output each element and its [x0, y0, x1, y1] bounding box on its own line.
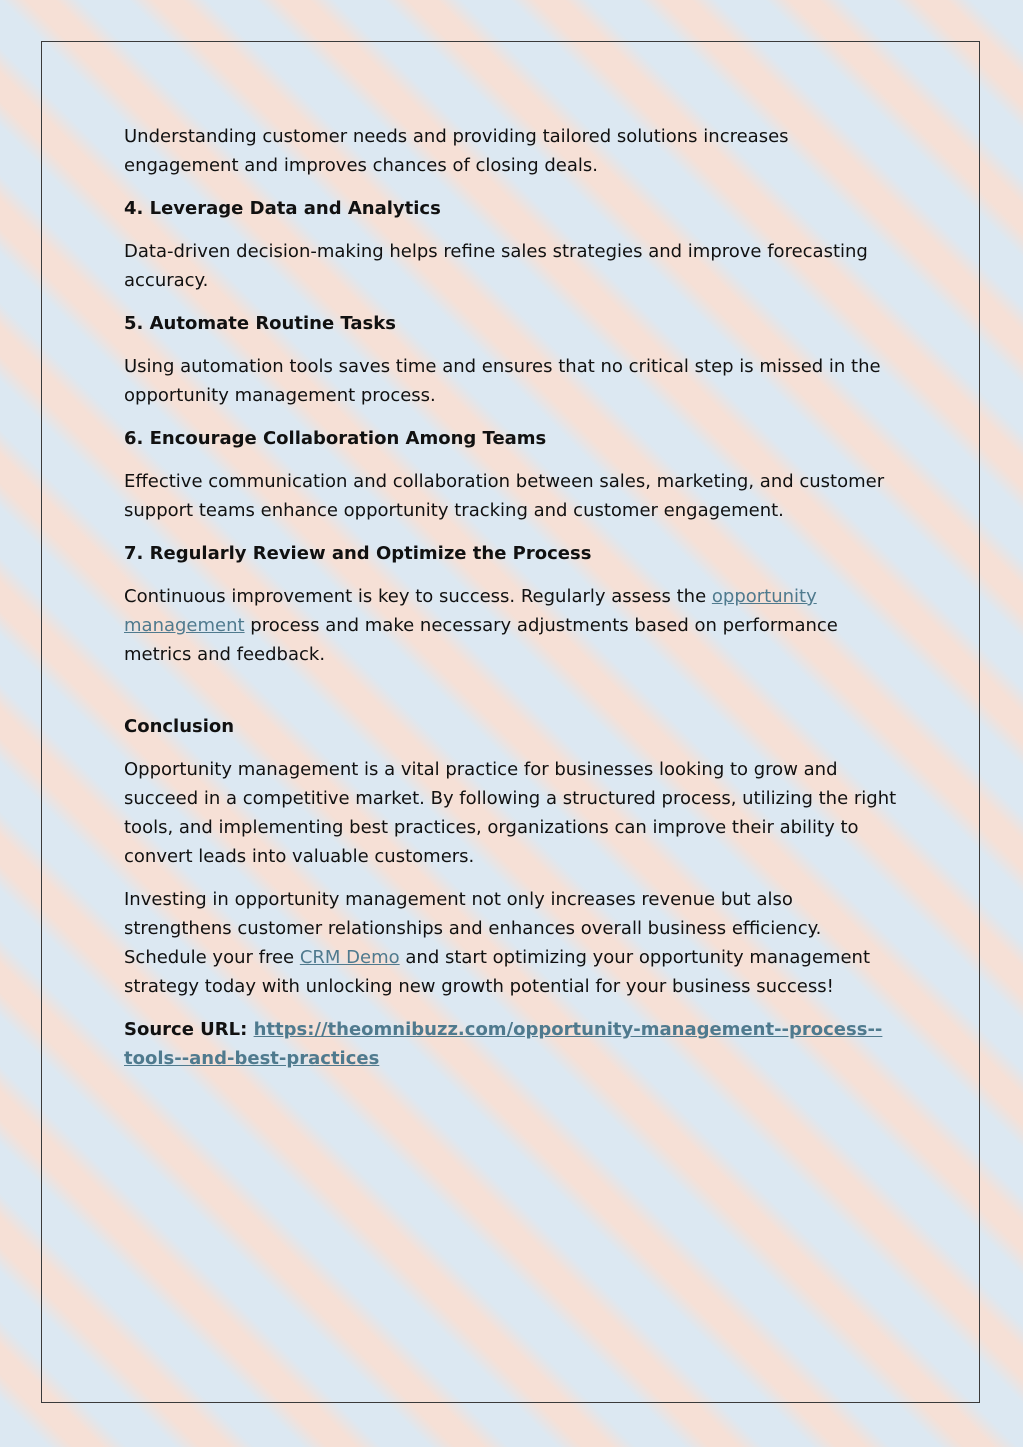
paragraph-conclusion-2 — [124, 885, 900, 1001]
crm-demo-link[interactable]: CRM Demo — [299, 947, 400, 968]
heading-automate-tasks: 5. Automate Routine Tasks — [124, 313, 396, 334]
heading-collaboration: 6. Encourage Collaboration Among Teams — [124, 428, 547, 449]
source-label: Source URL: — [124, 1019, 254, 1040]
paragraph-automate-tasks: Using automation tools saves time and ensures that no critical step is missed in the opportunity management process. — [124, 356, 881, 406]
conclusion-text-after: and start optimizing your opportunity management strategy today with unlocking new growth potential for your business success! — [124, 947, 871, 997]
paragraph-review-optimize — [124, 582, 900, 669]
review-text-before: Continuous improvement is key to success. Regularly assess the — [124, 586, 712, 607]
paragraph-conclusion-1: Opportunity management is a vital practice for businesses looking to grow and succeed in a competitive market. By following a structured process, utilizing the right tools, and implementing best practices, organizations can improve their ability to convert leads into valuable customers. — [124, 759, 897, 867]
source-line — [124, 1015, 900, 1073]
conclusion-text-before: Investing in opportunity management not only increases revenue but also strengthens customer relationships and enhances overall business efficiency. Schedule your free — [124, 889, 822, 968]
heading-conclusion: Conclusion — [124, 716, 235, 737]
document-body — [124, 122, 900, 1087]
review-text-after: process and make necessary adjustments based on performance metrics and feedback. — [124, 615, 838, 665]
heading-leverage-data: 4. Leverage Data and Analytics — [124, 198, 441, 219]
source-url-link[interactable]: https://theomnibuzz.com/opportunity-management--process--tools--and-best-practices — [124, 1019, 883, 1069]
intro-paragraph: Understanding customer needs and providing tailored solutions increases engagement and improves chances of closing deals. — [124, 126, 789, 176]
heading-review-optimize: 7. Regularly Review and Optimize the Process — [124, 543, 592, 564]
opportunity-management-link[interactable]: opportunity management — [124, 586, 817, 636]
paragraph-collaboration: Effective communication and collaboration between sales, marketing, and customer support teams enhance opportunity tracking and customer engagement. — [124, 471, 885, 521]
paragraph-leverage-data: Data-driven decision-making helps refine sales strategies and improve forecasting accuracy. — [124, 241, 868, 291]
